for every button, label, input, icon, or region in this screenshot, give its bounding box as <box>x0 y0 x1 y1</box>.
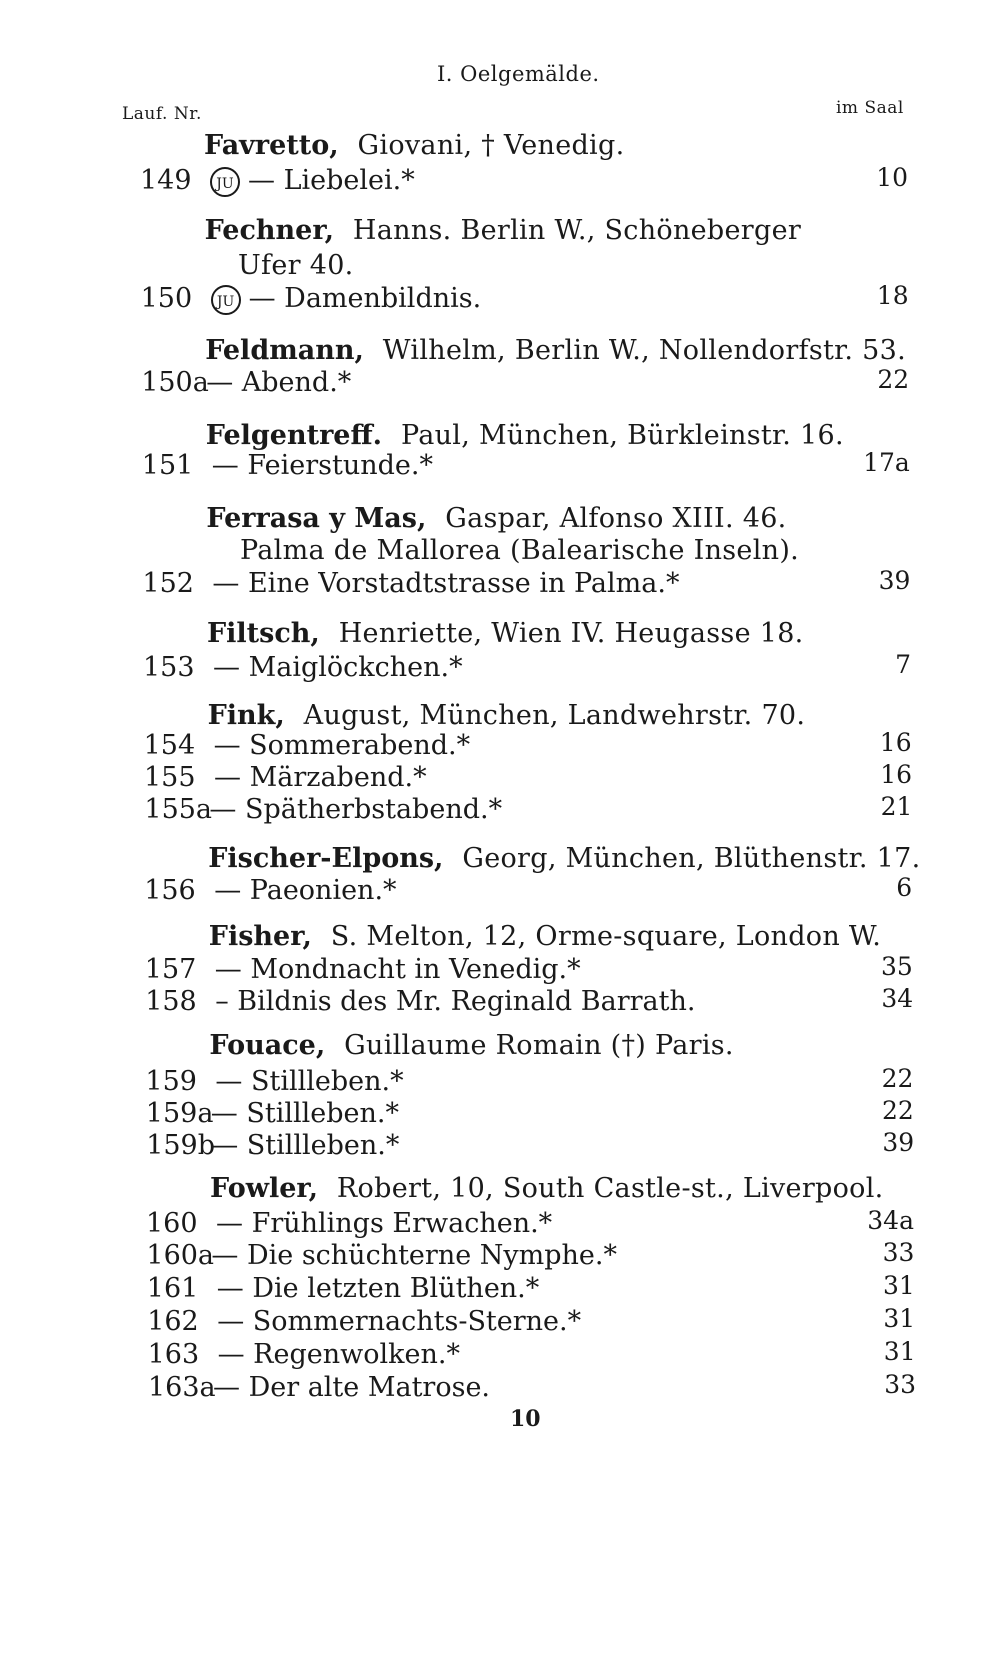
room-number: 18 <box>876 281 909 310</box>
artist-name: Fink, <box>207 700 285 731</box>
artist-heading <box>209 1030 733 1061</box>
catalogue-number: 159b <box>146 1130 216 1161</box>
artwork-title-text: — Der alte Matrose. <box>213 1372 491 1403</box>
catalogue-number: 159a <box>145 1098 214 1129</box>
catalogue-number: 153 <box>143 652 195 683</box>
artist-heading <box>209 921 881 952</box>
artwork-title <box>215 1066 403 1097</box>
catalogue-number: 162 <box>147 1306 199 1337</box>
artist-heading <box>205 215 801 246</box>
artist-details: Hanns. Berlin W., Schöneberger <box>344 215 802 246</box>
artist-details: August, München, Landwehrstr. 70. <box>294 700 806 731</box>
artwork-title-text: — Feierstunde.* <box>211 450 433 481</box>
catalogue-number: 158 <box>145 986 197 1017</box>
artwork-title <box>216 1208 552 1239</box>
room-number: 31 <box>883 1271 915 1300</box>
catalogue-number: 150 <box>140 283 193 314</box>
room-number: 22 <box>881 1064 914 1093</box>
artwork-title-text: — Mondnacht in Venedig.* <box>214 954 581 985</box>
artwork-title <box>212 568 679 599</box>
artist-name: Fischer-Elpons, <box>208 843 444 874</box>
artist-name: Feldmann, <box>205 335 364 366</box>
artwork-title-text: — Abend.* <box>206 367 352 398</box>
catalogue-number: 155 <box>144 762 196 793</box>
room-number: 31 <box>883 1337 916 1366</box>
catalogue-number: 157 <box>144 954 197 985</box>
artist-heading <box>204 130 624 161</box>
page-title: I. Oelgemälde. <box>437 62 600 86</box>
catalogue-number: 159 <box>145 1066 197 1097</box>
room-number: 21 <box>880 792 913 821</box>
artwork-title-text: — Damenbildnis. <box>248 283 482 314</box>
catalogue-number: 163a <box>148 1372 216 1403</box>
artwork-title-text: — Liebelei.* <box>248 165 415 196</box>
catalogue-number: 152 <box>142 568 194 599</box>
artwork-title-text: — Stillleben.* <box>215 1066 404 1097</box>
artwork-title <box>211 1130 399 1161</box>
page-number: 10 <box>510 1406 541 1432</box>
artist-name: Felgentreff. <box>205 420 383 451</box>
artist-details: Giovani, † Venedig. <box>348 130 625 161</box>
artwork-title-text: — Stillleben.* <box>210 1098 399 1129</box>
room-number: 16 <box>879 728 912 757</box>
artist-details: Gaspar, Alfonso XIII. 46. <box>436 503 787 534</box>
catalogue-number: 161 <box>146 1273 199 1304</box>
artwork-title-text: — Spätherbstabend.* <box>209 794 503 825</box>
artwork-title <box>218 1339 460 1370</box>
catalogue-number: 150a <box>141 367 209 398</box>
catalogue-number: 154 <box>143 730 196 761</box>
artist-heading <box>206 503 786 534</box>
artist-name: Filtsch, <box>207 618 320 649</box>
artwork-title <box>211 1240 617 1271</box>
room-number: 33 <box>882 1238 915 1267</box>
artwork-title-text: — Regenwolken.* <box>217 1339 460 1370</box>
artist-name: Fechner, <box>204 215 335 246</box>
artist-details: Guillaume Romain (†) Paris. <box>335 1030 734 1061</box>
artwork-title <box>213 652 463 683</box>
jury-badge-icon: JU <box>211 285 241 315</box>
catalogue-number: 156 <box>144 875 196 906</box>
artwork-title <box>214 875 396 906</box>
artwork-title <box>211 283 482 315</box>
artwork-title-text: – Bildnis des Mr. Reginald Barrath. <box>215 986 696 1017</box>
catalogue-number: 155a <box>144 794 213 825</box>
catalogue-number: 160a <box>146 1240 215 1271</box>
artist-name: Favretto, <box>204 130 339 161</box>
artwork-title <box>212 450 433 481</box>
artwork-title-text: — Maiglöckchen.* <box>213 652 463 683</box>
artist-details: Wilhelm, Berlin W., Nollendorfstr. 53. <box>373 335 906 366</box>
artwork-title-text: — Die schüchterne Nymphe.* <box>211 1240 617 1271</box>
artwork-title <box>215 954 581 985</box>
artwork-title-text: — Stillleben.* <box>211 1130 400 1161</box>
artist-name: Fowler, <box>210 1173 319 1204</box>
artwork-title <box>215 986 695 1017</box>
artist-name: Ferrasa y Mas, <box>206 503 427 534</box>
room-number: 10 <box>876 163 908 192</box>
artwork-title-text: — Sommerabend.* <box>213 730 471 761</box>
artist-heading <box>206 420 844 451</box>
artist-heading <box>208 843 920 874</box>
catalogue-number: 149 <box>140 165 192 196</box>
artwork-title <box>214 730 471 761</box>
artwork-title <box>214 762 427 793</box>
room-number: 17a <box>863 448 910 477</box>
artist-details: S. Melton, 12, Orme-square, London W. <box>321 921 882 952</box>
artist-heading <box>205 335 906 366</box>
catalogue-number: 163 <box>147 1339 200 1370</box>
artist-heading <box>208 700 806 731</box>
room-number: 22 <box>882 1096 914 1125</box>
artist-details: Paul, München, Bürkleinstr. 16. <box>392 420 844 451</box>
artwork-title <box>213 1372 490 1403</box>
artist-address-continued: Palma de Mallorea (Balearische Inseln). <box>240 535 800 566</box>
artwork-title <box>217 1306 581 1337</box>
room-number: 6 <box>896 873 913 902</box>
column-label-number: Lauf. Nr. <box>122 104 202 124</box>
artwork-title-text: — Paeonien.* <box>214 875 397 906</box>
room-number: 16 <box>880 760 912 789</box>
room-number: 39 <box>882 1128 915 1157</box>
artist-address-continued: Ufer 40. <box>238 250 354 281</box>
artist-name: Fouace, <box>209 1030 326 1061</box>
room-number: 35 <box>881 952 913 981</box>
room-number: 34 <box>881 984 914 1013</box>
artist-name: Fisher, <box>208 921 312 952</box>
jury-badge-icon: JU <box>210 167 240 197</box>
artwork-title-text: — Frühlings Erwachen.* <box>216 1208 553 1239</box>
room-number: 33 <box>884 1370 916 1399</box>
artwork-title-text: — Die letzten Blüthen.* <box>216 1273 540 1304</box>
room-number: 39 <box>878 566 911 595</box>
column-label-room: im Saal <box>836 98 904 118</box>
artist-details: Henriette, Wien IV. Heugasse 18. <box>329 618 804 649</box>
artwork-title-text: — Eine Vorstadtstrasse in Palma.* <box>212 568 680 599</box>
artwork-title-text: — Märzabend.* <box>214 762 427 793</box>
artwork-title <box>209 794 502 825</box>
artist-details: Georg, München, Blüthenstr. 17. <box>453 843 921 874</box>
room-number: 31 <box>883 1304 916 1333</box>
room-number: 22 <box>877 365 910 394</box>
catalogue-number: 151 <box>141 450 194 481</box>
artwork-title <box>217 1273 539 1304</box>
artwork-title <box>211 1098 399 1129</box>
room-number: 7 <box>895 650 911 679</box>
artwork-title <box>206 367 351 398</box>
room-number: 34a <box>867 1206 914 1235</box>
artist-details: Robert, 10, South Castle-st., Liverpool. <box>328 1173 884 1204</box>
artist-heading <box>210 1173 884 1204</box>
artist-heading <box>207 618 804 649</box>
catalogue-number: 160 <box>146 1208 198 1239</box>
artwork-title-text: — Sommernachts-Sterne.* <box>217 1306 582 1337</box>
artwork-title <box>210 165 415 197</box>
